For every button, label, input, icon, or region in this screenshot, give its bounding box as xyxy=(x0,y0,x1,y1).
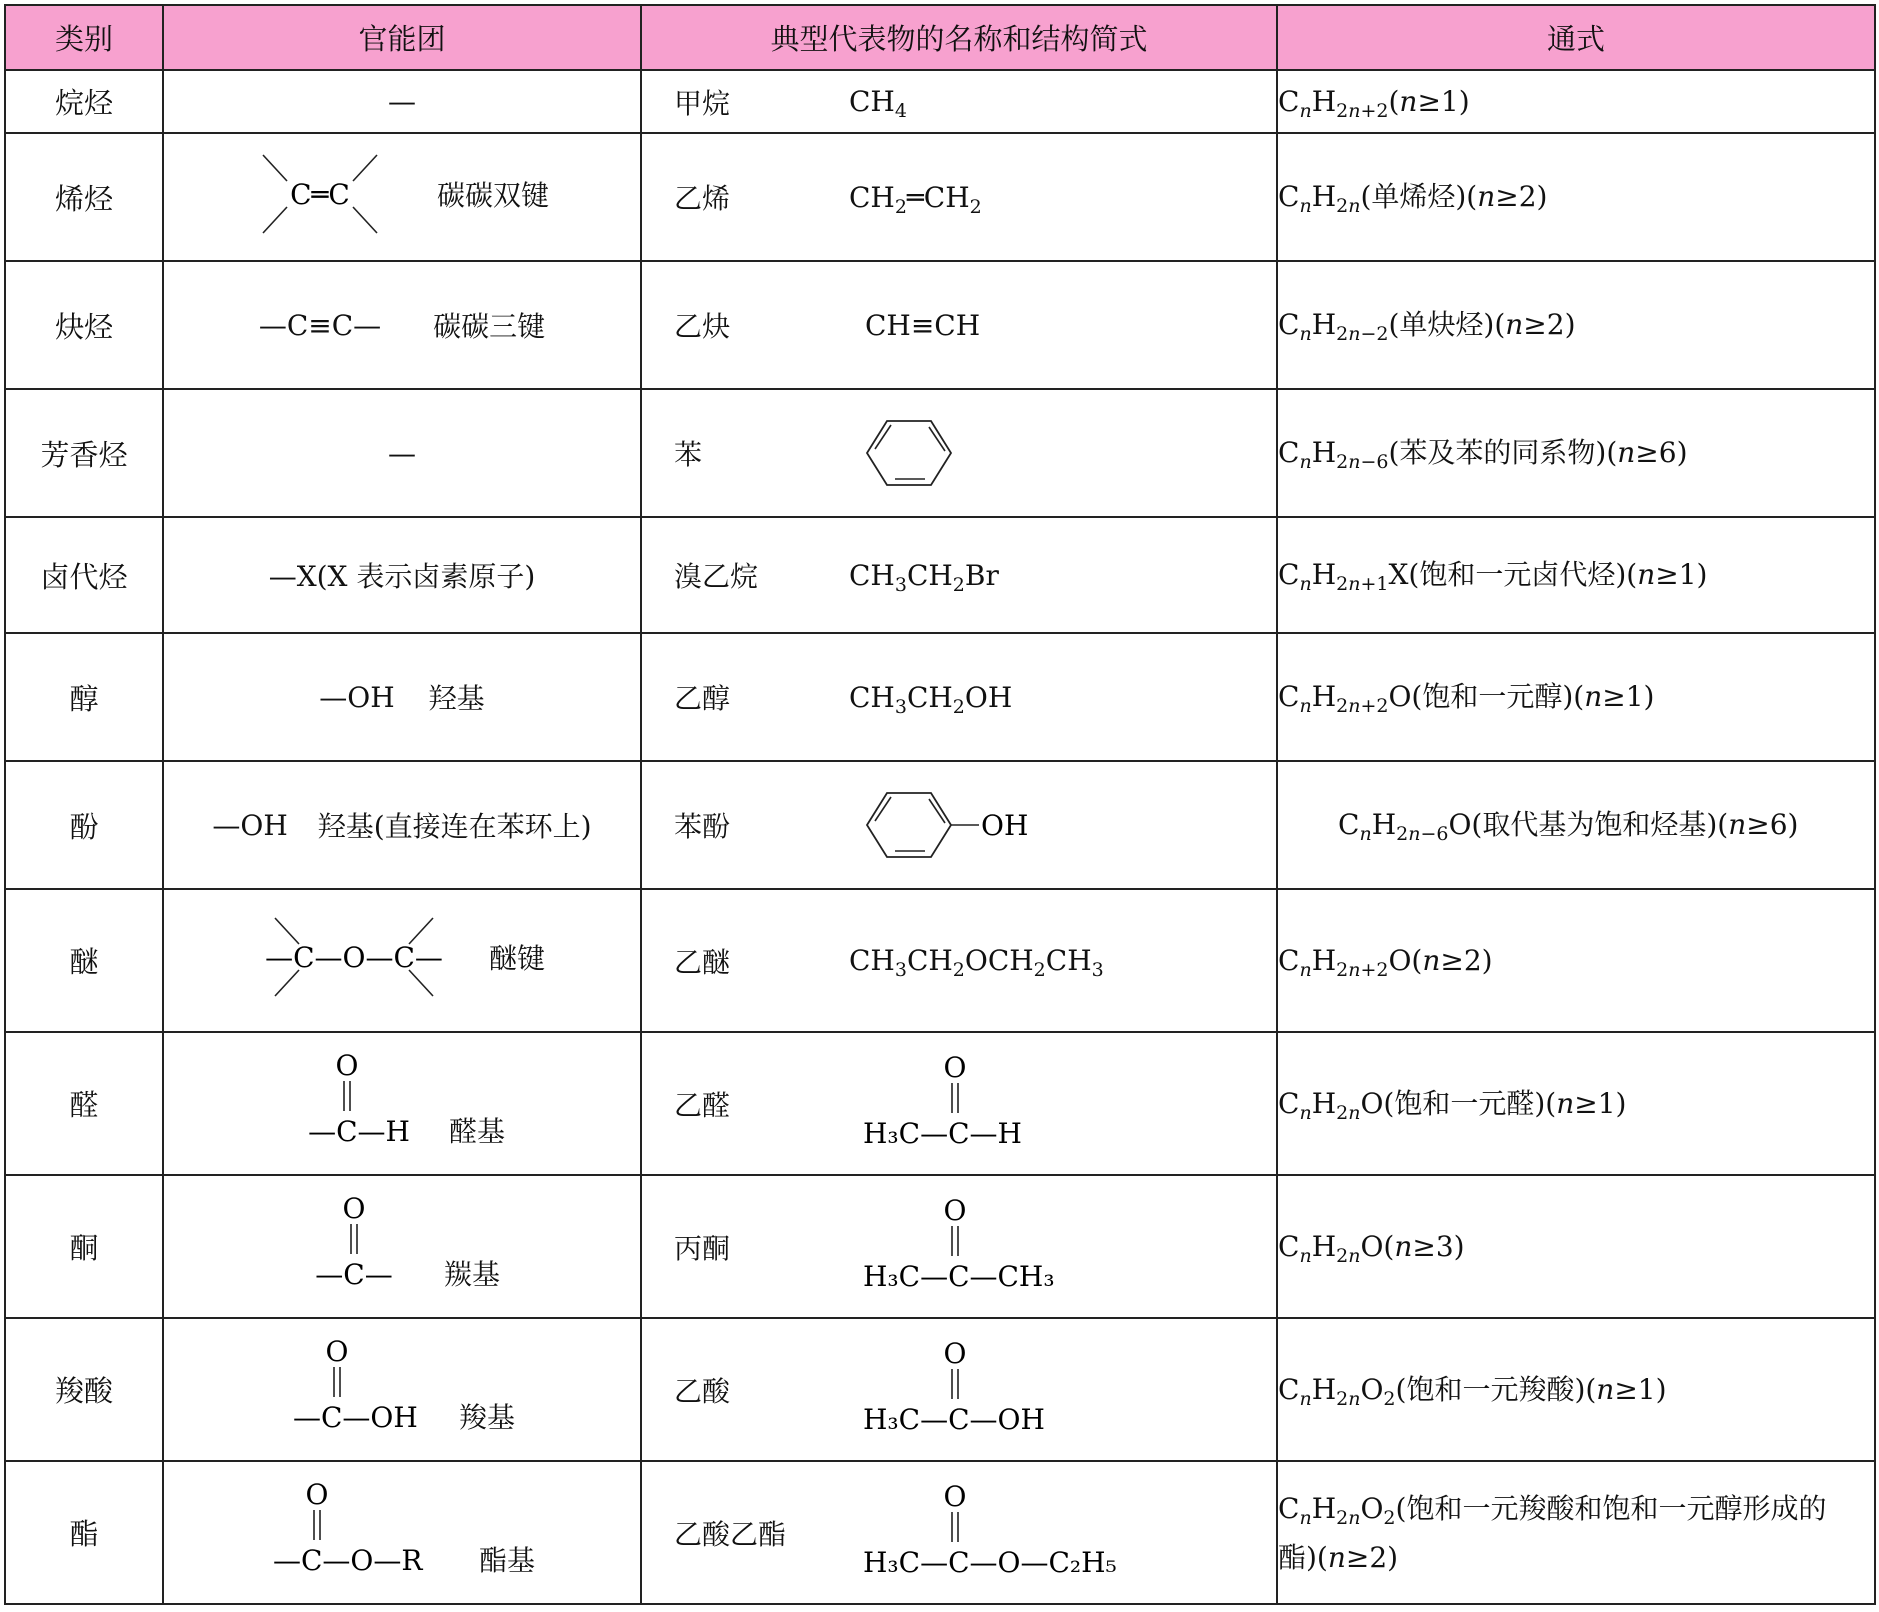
table-row-alkene xyxy=(5,133,1875,261)
functional-group-name: 羟基(直接连在苯环上) xyxy=(317,810,592,843)
header-functional-group: 官能团 xyxy=(163,5,641,70)
functional-group-table xyxy=(4,4,1876,1605)
functional-group-name: 酯基 xyxy=(478,1544,535,1577)
svg-text:O: O xyxy=(342,1192,366,1225)
ethyl-acetate-text: H₃C—C—O—C₂H₅ xyxy=(863,1545,1117,1579)
functional-group-cell: — xyxy=(163,70,641,133)
functional-group-name: 醚键 xyxy=(488,942,545,975)
table-header-row xyxy=(5,5,1875,70)
functional-group-cell: — xyxy=(163,389,641,517)
example-formula: $CH_3CH_2OCH_2CH_3$ xyxy=(849,944,1104,981)
functional-group-name: 碳碳三键 xyxy=(433,310,546,343)
category-cell: 炔烃 xyxy=(5,261,163,389)
ester-group-text: —C—O—R xyxy=(272,1544,423,1577)
table-row-phenol xyxy=(5,761,1875,889)
functional-group-name: 羟基 xyxy=(428,682,485,715)
hydroxyl-text: —OH xyxy=(319,680,395,714)
functional-group-cell xyxy=(163,1318,641,1461)
table-row-alkyne xyxy=(5,261,1875,389)
example-cell xyxy=(641,1175,1277,1318)
triple-bond-text: —C≡C— xyxy=(258,308,382,342)
category-cell: 烷烃 xyxy=(5,70,163,133)
functional-group-name: 碳碳双键 xyxy=(436,178,549,212)
example-formula: $CH_4$ xyxy=(849,85,907,122)
category-cell: 醛 xyxy=(5,1032,163,1175)
example-name: 苯酚 xyxy=(674,810,731,843)
functional-group-cell xyxy=(163,133,641,261)
functional-group-name: 羧基 xyxy=(458,1401,515,1434)
example-formula: CH≡CH xyxy=(865,308,981,342)
category-cell: 卤代烃 xyxy=(5,517,163,633)
example-name: 乙酸 xyxy=(674,1374,731,1408)
example-name: 乙醚 xyxy=(674,945,731,979)
table-row-aldehyde xyxy=(5,1032,1875,1175)
example-name: 乙酸乙酯 xyxy=(674,1517,787,1551)
table-row-ester xyxy=(5,1461,1875,1604)
functional-group-cell xyxy=(163,1175,641,1318)
example-cell xyxy=(641,389,1277,517)
category-cell: 醇 xyxy=(5,633,163,761)
general-formula-cell: $C_nH_{2n+2}O$(饱和一元醇)(n≥1) xyxy=(1277,633,1875,761)
svg-text:O: O xyxy=(335,1049,359,1082)
category-cell: 酯 xyxy=(5,1461,163,1604)
functional-group-cell xyxy=(163,633,641,761)
functional-group-name: 羰基 xyxy=(443,1258,500,1291)
acetic-acid-structure xyxy=(849,1335,1069,1445)
svg-text:O: O xyxy=(943,1336,967,1370)
table-row-ketone xyxy=(5,1175,1875,1318)
header-category: 类别 xyxy=(5,5,163,70)
example-formula: $CH_3CH_2OH$ xyxy=(849,680,1013,718)
benzene-ring-icon xyxy=(849,413,969,493)
ether-bond-structure xyxy=(259,912,449,1002)
functional-group-cell xyxy=(163,761,641,889)
functional-group-cell xyxy=(163,889,641,1032)
acetone-structure xyxy=(849,1192,1079,1302)
svg-text:O: O xyxy=(943,1479,967,1513)
header-general-formula: 通式 xyxy=(1277,5,1875,70)
table-row-alkane xyxy=(5,70,1875,133)
table-row-alcohol xyxy=(5,633,1875,761)
hydroxyl-text: —OH xyxy=(212,808,288,842)
carboxyl-group-structure xyxy=(289,1331,449,1441)
example-cell xyxy=(641,261,1277,389)
example-cell xyxy=(641,517,1277,633)
phenol-structure xyxy=(849,785,1049,865)
header-example: 典型代表物的名称和结构简式 xyxy=(641,5,1277,70)
table-row-ether xyxy=(5,889,1875,1032)
functional-group-cell xyxy=(163,1461,641,1604)
category-cell: 醚 xyxy=(5,889,163,1032)
general-formula-cell: $C_nH_{2n}O_2$(饱和一元羧酸)(n≥1) xyxy=(1277,1318,1875,1461)
svg-text:O: O xyxy=(305,1478,329,1511)
general-formula-cell: $C_nH_{2n+1}X$(饱和一元卤代烃)(n≥1) xyxy=(1277,517,1875,633)
functional-group-cell xyxy=(163,261,641,389)
acetaldehyde-structure xyxy=(849,1049,1049,1159)
double-bond-text: C═C xyxy=(290,177,350,211)
svg-text:O: O xyxy=(943,1193,967,1227)
ethyl-acetate-structure xyxy=(849,1478,1129,1588)
general-formula-cell: $C_nH_{2n+2}O(n\ge 2)$ xyxy=(1277,889,1875,1032)
example-name: 乙醛 xyxy=(674,1088,731,1122)
general-formula-cell: $C_nH_{2n-2}$(单炔烃)(n≥2) xyxy=(1277,261,1875,389)
carbonyl-group-structure xyxy=(304,1188,404,1298)
aldehyde-group-text: —C—H xyxy=(308,1115,410,1148)
hydroxyl-label: OH xyxy=(981,809,1029,842)
general-formula-cell: $C_nH_{2n}$(单烯烃)(n≥2) xyxy=(1277,133,1875,261)
ether-bond-text: —C—O—C— xyxy=(265,941,443,974)
category-cell: 芳香烃 xyxy=(5,389,163,517)
table-row-haloalkane xyxy=(5,517,1875,633)
example-formula: $CH_3CH_2Br$ xyxy=(849,558,999,596)
general-formula-cell: $C_nH_{2n}O(n\ge 3)$ xyxy=(1277,1175,1875,1318)
functional-group-cell: —X(X 表示卤素原子) xyxy=(163,517,641,633)
example-name: 甲烷 xyxy=(674,86,731,120)
example-formula: $CH_2═CH_2$ xyxy=(849,180,982,218)
example-name: 乙烯 xyxy=(674,182,731,215)
category-cell: 酮 xyxy=(5,1175,163,1318)
aldehyde-group-structure xyxy=(299,1045,429,1155)
category-cell: 羧酸 xyxy=(5,1318,163,1461)
example-name: 乙醇 xyxy=(674,682,731,715)
general-formula-cell: $C_nH_{2n-6}$(苯及苯的同系物)(n≥6) xyxy=(1277,389,1875,517)
acetic-acid-text: H₃C—C—OH xyxy=(863,1402,1045,1436)
table-row-aromatic xyxy=(5,389,1875,517)
carboxyl-group-text: —C—OH xyxy=(292,1401,418,1434)
acetaldehyde-text: H₃C—C—H xyxy=(863,1116,1022,1150)
example-name: 溴乙烷 xyxy=(674,560,759,593)
example-cell xyxy=(641,70,1277,133)
ester-group-structure xyxy=(269,1474,459,1584)
svg-text:O: O xyxy=(943,1050,967,1084)
carbonyl-group-text: —C— xyxy=(315,1258,393,1291)
example-name: 苯 xyxy=(674,438,703,471)
example-name: 丙酮 xyxy=(674,1231,731,1265)
example-cell xyxy=(641,133,1277,261)
example-cell xyxy=(641,1461,1277,1604)
functional-group-name: 醛基 xyxy=(448,1115,505,1148)
svg-text:O: O xyxy=(325,1335,349,1368)
general-formula-cell: $C_nH_{2n}O$(饱和一元醛)(n≥1) xyxy=(1277,1032,1875,1175)
general-formula-cell: $C_nH_{2n}O_2$(饱和一元羧酸和饱和一元醇形成的酯)(n≥2) xyxy=(1277,1461,1875,1604)
example-cell xyxy=(641,1318,1277,1461)
acetone-text: H₃C—C—CH₃ xyxy=(863,1259,1055,1293)
functional-group-cell xyxy=(163,1032,641,1175)
example-cell xyxy=(641,633,1277,761)
example-name: 乙炔 xyxy=(674,310,731,343)
example-cell xyxy=(641,889,1277,1032)
general-formula-cell: $C_nH_{2n+2}(n\ge 1)$ xyxy=(1277,70,1875,133)
category-cell: 酚 xyxy=(5,761,163,889)
table-row-carboxylic-acid xyxy=(5,1318,1875,1461)
example-cell xyxy=(641,1032,1277,1175)
category-cell: 烯烃 xyxy=(5,133,163,261)
example-cell xyxy=(641,761,1277,889)
general-formula-cell: $C_nH_{2n-6}O$(取代基为饱和烃基)(n≥6) xyxy=(1277,761,1875,889)
double-bond-structure xyxy=(255,149,385,239)
